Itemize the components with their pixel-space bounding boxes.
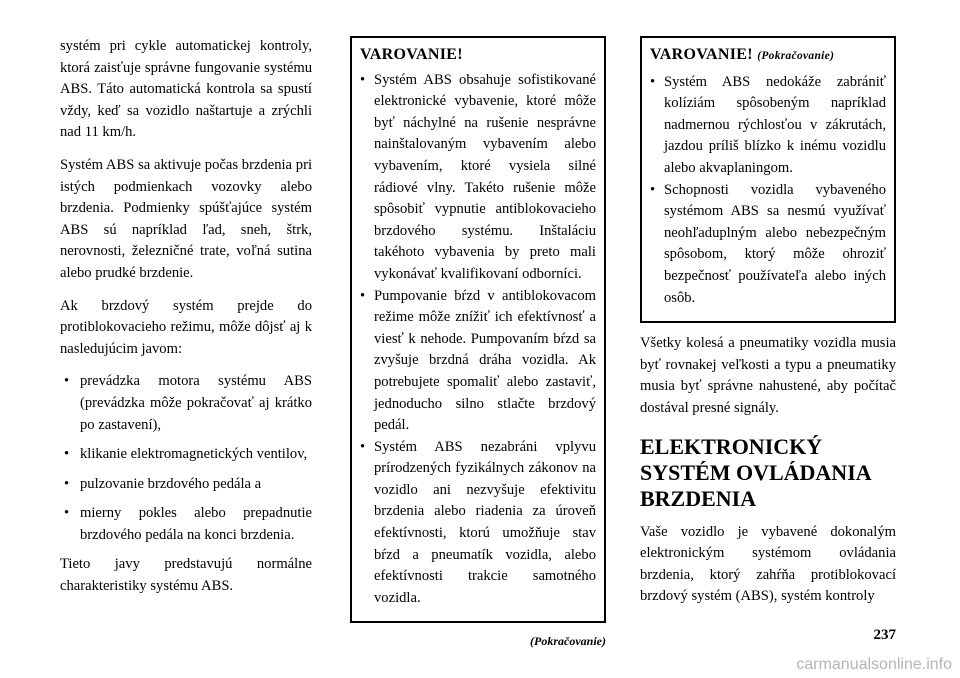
warning-list [360, 70, 596, 610]
warning-title: VAROVANIE! [360, 46, 463, 63]
warning-list [650, 72, 886, 310]
paragraph: Tieto javy predstavujú normálne charakteristiky systému ABS. [60, 556, 312, 595]
warning-item: • Pumpovanie bŕzd v antiblokovacom režime môže znížiť ich efektívnosť a viesť k nehode. Pumpovaním bŕzd sa zvyšuje brzdná dráha vozidla. Ak potrebujete spomaliť alebo zastaviť, jednoducho silno stlačte brzdový pedál. [360, 286, 596, 437]
list-item: • klikanie elektromagnetických ventilov, [60, 444, 312, 466]
list-item: • prevádzka motora systému ABS (prevádzka môže pokračovať aj krátko po zastavení), [60, 371, 312, 436]
warning-continued-label: (Pokračovanie) [757, 50, 835, 62]
continued-note: (Pokračovanie) [530, 634, 606, 649]
right-column [640, 36, 896, 619]
warning-box [350, 36, 606, 623]
paragraph: Všetky kolesá a pneumatiky vozidla musia byť rovnakej veľkosti a typu a pneumatiky musia byť správne nahustené, aby počítač dostával presné signály. [640, 335, 896, 416]
watermark: carmanualsonline.info [796, 656, 952, 673]
list-item: • pulzovanie brzdového pedála a [60, 474, 312, 496]
paragraph: Systém ABS sa aktivuje počas brzdenia pri istých podmienkach vozovky alebo brzdenia. Podmienky spúšťajúce systém ABS sú napríklad ľad, sneh, štrk, nerovnosti, železničné trate, voľná sutina alebo prudké brzdenie. [60, 156, 312, 281]
warning-title-text: VAROVANIE! [650, 46, 753, 63]
warning-title [650, 44, 886, 68]
page-number: 237 [873, 627, 896, 643]
paragraph: Ak brzdový systém prejde do protiblokovacieho režimu, môže dôjsť aj k nasledujúcim javom: [60, 297, 312, 357]
warning-item: • Schopnosti vozidla vybaveného systémom ABS sa nesmú využívať neohľaduplným alebo nebezpečným spôsobom, ktorý môže ohroziť bezpečnosť používateľa alebo iných osôb. [650, 180, 886, 310]
warning-box [640, 36, 896, 323]
paragraph: systém pri cykle automatickej kontroly, ktorá zaisťuje správne fungovanie systému ABS. Táto automatická kontrola sa spustí vždy, keď sa vozidlo naštartuje a zrýchli nad 11 km/h. [60, 38, 312, 141]
section-heading: ELEKTRONICKÝ SYSTÉM OVLÁDANIA BRZDENIA [640, 433, 871, 511]
list-item: • mierny pokles alebo prepadnutie brzdového pedála na konci brzdenia. [60, 503, 312, 546]
warning-item: • Systém ABS obsahuje sofistikované elektronické vybavenie, ktoré môže byť náchylné na rušenie nesprávne nainštalovaným vybavením alebo vybavením, ktoré vysiela silné rádiové vlny. Takéto rušenie môže spôsobiť vypnutie antiblokovacieho brzdového systému. Inštaláciu takéhoto vybavenia by preto mali vykonávať kvalifikovaní odborníci. [360, 70, 596, 286]
left-column [60, 36, 312, 609]
warning-item: • Systém ABS nezabráni vplyvu prírodzených fyzikálnych zákonov na vozidlo ani nezvyšuje efektivitu brzdenia alebo riadenia za úroveň efektívnosti, ktorú umožňuje stav bŕzd a pneumatík vozidla, alebo efektívnosti trakcie samotného vozidla. [360, 437, 596, 610]
paragraph: Vaše vozidlo je vybavené dokonalým elektronickým systémom ovládania brzdenia, ktorý zahŕňa protiblokovací brzdový systém (ABS), systém kontroly [640, 523, 896, 605]
warning-item: • Systém ABS nedokáže zabrániť kolíziám spôsobeným napríklad nadmernou rýchlosťou v zákrutách, jazdou príliš blízko k inému vozidlu alebo akvaplaningom. [650, 72, 886, 180]
bullet-list [60, 371, 312, 546]
middle-column [350, 36, 606, 653]
